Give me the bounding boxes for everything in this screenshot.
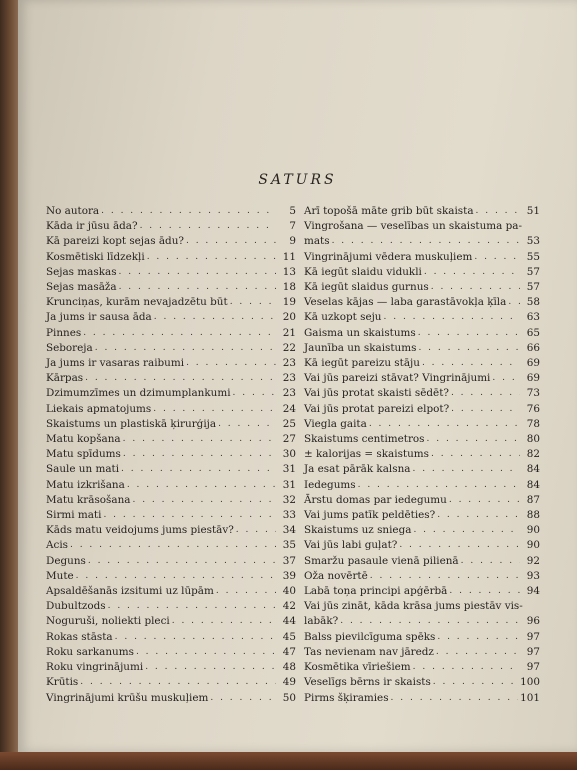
toc-entry-page: 84 xyxy=(526,478,540,491)
toc-leader-dots xyxy=(399,538,520,553)
book-cover-edge xyxy=(0,752,577,770)
toc-entry xyxy=(304,204,540,219)
toc-leader-dots xyxy=(153,402,276,417)
toc-entry-title: Vai jūs protat skaisti sēdēt? xyxy=(304,387,449,400)
toc-leader-dots xyxy=(80,675,276,690)
toc-entry-page: 34 xyxy=(282,524,296,537)
toc-entry-title: Vingrinājumi vēdera muskuļiem xyxy=(304,250,473,263)
toc-leader-dots xyxy=(236,523,276,538)
toc-entry xyxy=(46,295,296,310)
toc-entry xyxy=(46,447,296,462)
toc-entry-title: Kāda ir jūsu āda? xyxy=(46,220,138,233)
toc-leader-dots xyxy=(449,584,520,599)
toc-entry-page: 63 xyxy=(526,311,540,324)
toc-leader-dots xyxy=(108,599,276,614)
toc-entry-page: 45 xyxy=(282,630,296,643)
toc-entry-title: Vai jums patīk peldēties? xyxy=(304,509,436,522)
toc-entry-title: Kā pareizi kopt sejas ādu? xyxy=(46,235,184,248)
toc-column-left xyxy=(46,204,296,706)
toc-entry-page: 101 xyxy=(520,691,540,704)
toc-entry-title: Vai jūs labi guļat? xyxy=(304,539,398,552)
toc-entry-page: 78 xyxy=(526,417,540,430)
toc-entry-page: 100 xyxy=(520,676,540,689)
toc-entry-page: 57 xyxy=(526,265,540,278)
toc-entry-page: 87 xyxy=(526,493,540,506)
toc-leader-dots xyxy=(413,523,520,538)
toc-entry-title: Matu krāsošana xyxy=(46,493,131,506)
toc-entry-title: Matu kopšana xyxy=(46,433,121,446)
toc-leader-dots xyxy=(70,538,276,553)
toc-leader-dots xyxy=(145,660,276,675)
toc-entry xyxy=(46,645,296,660)
toc-entry-page: 21 xyxy=(282,326,296,339)
toc-entry xyxy=(46,280,296,295)
toc-entry xyxy=(304,265,540,280)
toc-entry xyxy=(46,630,296,645)
toc-entry-page: 66 xyxy=(526,341,540,354)
toc-entry-title: Kā iegūt slaidus gurnus xyxy=(304,281,429,294)
toc-leader-dots xyxy=(123,447,276,462)
toc-entry-page: 13 xyxy=(282,265,296,278)
toc-leader-dots xyxy=(451,402,520,417)
toc-entry xyxy=(46,326,296,341)
toc-entry-page: 65 xyxy=(526,326,540,339)
toc-entry-title: Noguruši, noliekti pleci xyxy=(46,615,170,628)
toc-entry-page: 58 xyxy=(526,296,540,309)
toc-entry-title: Ja jums ir vasaras raibumi xyxy=(46,357,185,370)
toc-entry xyxy=(46,204,296,219)
toc-leader-dots xyxy=(101,204,276,219)
toc-entry xyxy=(46,569,296,584)
toc-leader-dots xyxy=(136,645,276,660)
toc-leader-dots xyxy=(76,569,276,584)
toc-leader-dots xyxy=(492,371,520,386)
toc-entry-title: Deguns xyxy=(46,554,86,567)
toc-entry-page: 20 xyxy=(282,311,296,324)
toc-entry-page: 94 xyxy=(526,585,540,598)
toc-leader-dots xyxy=(95,341,276,356)
toc-entry-page: 31 xyxy=(282,463,296,476)
toc-entry xyxy=(46,675,296,690)
toc-entry xyxy=(46,493,296,508)
toc-entry-page: 90 xyxy=(526,524,540,537)
toc-entry-page: 32 xyxy=(282,493,296,506)
toc-entry xyxy=(46,478,296,493)
toc-entry-title: Veselas kājas — laba garastāvokļa ķīla xyxy=(304,296,507,309)
toc-entry xyxy=(46,584,296,599)
toc-entry-title: Skaistums centimetros xyxy=(304,433,425,446)
toc-entry-page: 97 xyxy=(526,645,540,658)
toc-entry-title: Kā iegūt slaidu vidukli xyxy=(304,265,422,278)
toc-entry-title: Pirms šķiramies xyxy=(304,691,389,704)
toc-entry-page: 90 xyxy=(526,539,540,552)
toc-leader-dots xyxy=(216,584,276,599)
toc-entry-title: Krūtis xyxy=(46,676,79,689)
toc-entry xyxy=(304,310,540,325)
toc-entry-title: Matu izkrišana xyxy=(46,478,125,491)
toc-entry-page: 48 xyxy=(282,661,296,674)
toc-entry xyxy=(46,234,296,249)
toc-entry-title: Skaistums uz sniega xyxy=(304,524,412,537)
toc-entry-page: 69 xyxy=(526,372,540,385)
toc-entry-title: Vai jūs protat pareizi elpot? xyxy=(304,402,450,415)
toc-entry-title: Ja jums ir sausa āda xyxy=(46,311,152,324)
toc-leader-dots xyxy=(451,386,520,401)
toc-entry-title: Kosmētika vīriešiem xyxy=(304,661,411,674)
toc-entry-page: 23 xyxy=(282,357,296,370)
toc-entry xyxy=(46,356,296,371)
toc-entry-page: 80 xyxy=(526,433,540,446)
toc-entry-page: 69 xyxy=(526,357,540,370)
toc-entry-title: Viegla gaita xyxy=(304,417,367,430)
toc-entry-page: 7 xyxy=(289,220,296,233)
toc-entry-page: 82 xyxy=(526,448,540,461)
page-title: SATURS xyxy=(258,172,337,188)
toc-leader-dots xyxy=(123,432,276,447)
toc-entry-title: Labā toņa principi apģērbā xyxy=(304,585,448,598)
toc-leader-dots xyxy=(83,326,276,341)
toc-entry-title: Balss pievilcīguma spēks xyxy=(304,630,436,643)
toc-entry-page: 39 xyxy=(282,569,296,582)
toc-entry-page: 97 xyxy=(526,630,540,643)
toc-leader-dots xyxy=(449,493,520,508)
toc-entry-title: Tas nevienam nav jāredz xyxy=(304,645,434,658)
toc-leader-dots xyxy=(147,250,276,265)
toc-entry-page: 93 xyxy=(526,569,540,582)
toc-entry xyxy=(304,280,540,295)
toc-entry-page: 27 xyxy=(282,433,296,446)
toc-entry-page: 42 xyxy=(282,600,296,613)
toc-entry-title: Sirmi mati xyxy=(46,509,102,522)
toc-entry-title-cont: mats xyxy=(304,235,330,248)
toc-leader-dots xyxy=(413,660,520,675)
toc-entry-title: Oža novērtē xyxy=(304,569,368,582)
toc-entry-page: 53 xyxy=(526,235,540,248)
toc-leader-dots xyxy=(210,691,276,706)
toc-entry-title: Jaunība un skaistums xyxy=(304,341,417,354)
toc-entry xyxy=(304,478,540,493)
toc-entry-title: No autora xyxy=(46,205,100,217)
toc-entry xyxy=(304,250,540,265)
toc-entry xyxy=(304,402,540,417)
toc-entry-page: 84 xyxy=(526,463,540,476)
toc-entry-title: Sejas masāža xyxy=(46,281,117,294)
toc-entry xyxy=(304,599,540,629)
toc-leader-dots xyxy=(437,508,520,523)
toc-entry xyxy=(46,417,296,432)
toc-entry xyxy=(304,691,540,706)
toc-entry-title: Pinnes xyxy=(46,326,82,339)
toc-entry xyxy=(46,614,296,629)
toc-entry xyxy=(304,341,540,356)
toc-entry-title: Arī topošā māte grib būt skaista xyxy=(304,205,474,217)
toc-leader-dots xyxy=(358,478,520,493)
toc-entry-page: 25 xyxy=(282,417,296,430)
toc-entry-page: 76 xyxy=(526,402,540,415)
toc-entry-title: Kārpas xyxy=(46,372,84,385)
toc-entry xyxy=(46,250,296,265)
toc-entry xyxy=(46,462,296,477)
toc-entry xyxy=(304,356,540,371)
toc-entry xyxy=(46,523,296,538)
toc-entry xyxy=(304,630,540,645)
toc-entry-title: Roku vingrinājumi xyxy=(46,661,144,674)
toc-entry-page: 92 xyxy=(526,554,540,567)
toc-entry xyxy=(46,386,296,401)
toc-entry-page: 30 xyxy=(282,448,296,461)
toc-entry-page: 24 xyxy=(282,402,296,415)
toc-entry xyxy=(304,508,540,523)
toc-entry-title: Saule un mati xyxy=(46,463,120,476)
toc-entry-title: Seboreja xyxy=(46,341,93,354)
toc-leader-dots xyxy=(508,295,520,310)
toc-entry xyxy=(46,219,296,234)
toc-entry-page: 22 xyxy=(282,341,296,354)
toc-entry-title: Vingrošana — veselības un skaistuma pa- xyxy=(304,220,522,233)
toc-entry-page: 31 xyxy=(282,478,296,491)
toc-entry xyxy=(304,660,540,675)
toc-leader-dots xyxy=(461,554,520,569)
toc-entry-title: Vai jūs pareizi stāvat? Vingrinājumi xyxy=(304,372,491,385)
toc-leader-dots xyxy=(119,265,276,280)
toc-leader-dots xyxy=(422,356,520,371)
toc-leader-dots xyxy=(431,280,520,295)
toc-entry xyxy=(304,295,540,310)
toc-entry-page: 55 xyxy=(526,250,540,263)
toc-entry-title: Apsaldēšanās izsitumi uz lūpām xyxy=(46,585,214,598)
toc-entry-title: Matu spīdums xyxy=(46,448,121,461)
toc-leader-dots xyxy=(186,356,276,371)
toc-leader-dots xyxy=(103,508,276,523)
toc-entry-page: 23 xyxy=(282,372,296,385)
toc-entry-page: 49 xyxy=(282,676,296,689)
book-page xyxy=(18,0,577,752)
book-spine xyxy=(0,0,18,770)
toc-entry xyxy=(46,402,296,417)
toc-leader-dots xyxy=(332,234,520,249)
toc-leader-dots xyxy=(233,386,276,401)
toc-entry-title: Roku sarkanums xyxy=(46,645,134,658)
toc-leader-dots xyxy=(436,645,520,660)
toc-entry xyxy=(304,326,540,341)
toc-entry xyxy=(46,538,296,553)
toc-leader-dots xyxy=(437,630,520,645)
toc-entry xyxy=(304,417,540,432)
toc-entry xyxy=(304,462,540,477)
toc-entry xyxy=(304,432,540,447)
toc-leader-dots xyxy=(132,493,276,508)
toc-entry-title: Dzimumzīmes un dzimumplankumi xyxy=(46,387,231,400)
toc-leader-dots xyxy=(418,326,520,341)
toc-entry-page: 33 xyxy=(282,509,296,522)
toc-leader-dots xyxy=(218,417,276,432)
toc-leader-dots xyxy=(427,432,520,447)
toc-entry-title: Sejas maskas xyxy=(46,265,117,278)
toc-entry xyxy=(304,538,540,553)
toc-entry-page: 51 xyxy=(526,205,540,217)
toc-entry xyxy=(46,554,296,569)
toc-entry xyxy=(304,554,540,569)
toc-leader-dots xyxy=(431,447,520,462)
toc-entry-title: Gaisma un skaistums xyxy=(304,326,416,339)
toc-entry-page: 23 xyxy=(282,387,296,400)
toc-leader-dots xyxy=(412,462,520,477)
toc-leader-dots xyxy=(424,265,520,280)
toc-entry xyxy=(46,599,296,614)
toc-entry xyxy=(304,584,540,599)
toc-leader-dots xyxy=(340,614,520,629)
toc-leader-dots xyxy=(127,478,276,493)
toc-entry-page: 44 xyxy=(282,615,296,628)
toc-entry xyxy=(304,569,540,584)
toc-entry-page: 5 xyxy=(289,205,296,217)
toc-entry-page: 9 xyxy=(289,235,296,248)
toc-entry xyxy=(46,371,296,386)
toc-entry xyxy=(304,493,540,508)
toc-leader-dots xyxy=(418,341,520,356)
toc-entry xyxy=(304,447,540,462)
toc-leader-dots xyxy=(115,630,276,645)
toc-entry xyxy=(304,645,540,660)
toc-entry-page: 35 xyxy=(282,539,296,552)
toc-leader-dots xyxy=(391,691,519,706)
toc-entry-title: Ārstu domas par iedegumu xyxy=(304,493,447,506)
toc-leader-dots xyxy=(433,675,518,690)
toc-entry xyxy=(46,691,296,706)
toc-entry xyxy=(46,341,296,356)
toc-leader-dots xyxy=(119,280,276,295)
toc-entry-title: Kā uzkopt seju xyxy=(304,311,382,324)
toc-leader-dots xyxy=(85,371,276,386)
toc-leader-dots xyxy=(384,310,520,325)
toc-entry-title: Kosmētiski līdzekļi xyxy=(46,250,145,263)
toc-entry-title: Dubultzods xyxy=(46,600,106,613)
toc-entry-title: Veselīgs bērns ir skaists xyxy=(304,676,431,689)
toc-entry xyxy=(46,265,296,280)
toc-entry xyxy=(304,523,540,538)
toc-entry-title: Krunciņas, kurām nevajadzētu būt xyxy=(46,296,228,309)
toc-entry-title: Vingrinājumi krūšu muskuļiem xyxy=(46,691,209,704)
toc-leader-dots xyxy=(140,219,276,234)
toc-entry-title: Mute xyxy=(46,569,74,582)
toc-entry-title-cont: labāk? xyxy=(304,615,339,628)
toc-entry-page: 97 xyxy=(526,661,540,674)
toc-entry-page: 11 xyxy=(282,250,296,263)
toc-leader-dots xyxy=(474,250,520,265)
toc-entry xyxy=(46,508,296,523)
toc-entry xyxy=(304,371,540,386)
toc-leader-dots xyxy=(172,614,276,629)
toc-entry-title: Kā iegūt pareizu stāju xyxy=(304,357,420,370)
toc-entry-page: 88 xyxy=(526,509,540,522)
toc-leader-dots xyxy=(154,310,276,325)
toc-entry-page: 19 xyxy=(282,296,296,309)
toc-entry xyxy=(46,310,296,325)
toc-entry xyxy=(46,432,296,447)
toc-entry-page: 50 xyxy=(282,691,296,704)
toc-leader-dots xyxy=(121,462,276,477)
toc-entry-title: Kāds matu veidojums jums piestāv? xyxy=(46,524,234,537)
toc-entry xyxy=(46,660,296,675)
toc-entry-title: Liekais apmatojums xyxy=(46,402,152,415)
toc-leader-dots xyxy=(476,204,520,219)
toc-entry-title: Ja esat pārāk kalsna xyxy=(304,463,411,476)
toc-entry-page: 18 xyxy=(282,281,296,294)
toc-leader-dots xyxy=(370,569,520,584)
toc-entry-title: ± kalorijas = skaistums xyxy=(304,448,429,461)
toc-entry-page: 57 xyxy=(526,281,540,294)
toc-entry-page: 40 xyxy=(282,585,296,598)
toc-entry-page: 47 xyxy=(282,645,296,658)
toc-entry xyxy=(304,386,540,401)
toc-entry xyxy=(304,219,540,249)
toc-leader-dots xyxy=(230,295,276,310)
toc-leader-dots xyxy=(186,234,276,249)
toc-entry-page: 37 xyxy=(282,554,296,567)
toc-entry-page: 96 xyxy=(526,615,540,628)
toc-entry-title: Iedegums xyxy=(304,478,356,491)
toc-entry xyxy=(304,675,540,690)
toc-entry-page: 73 xyxy=(526,387,540,400)
toc-leader-dots xyxy=(369,417,520,432)
toc-entry-title: Vai jūs zināt, kāda krāsa jums piestāv vis- xyxy=(304,600,523,613)
toc-column-right xyxy=(304,204,540,706)
toc-entry-title: Smaržu pasaule vienā pilienā xyxy=(304,554,459,567)
toc-entry-title: Skaistums un plastiskā ķirurģija xyxy=(46,417,217,430)
toc-leader-dots xyxy=(88,554,276,569)
toc-entry-title: Rokas stāsta xyxy=(46,630,113,643)
toc-entry-title: Acis xyxy=(46,539,68,552)
